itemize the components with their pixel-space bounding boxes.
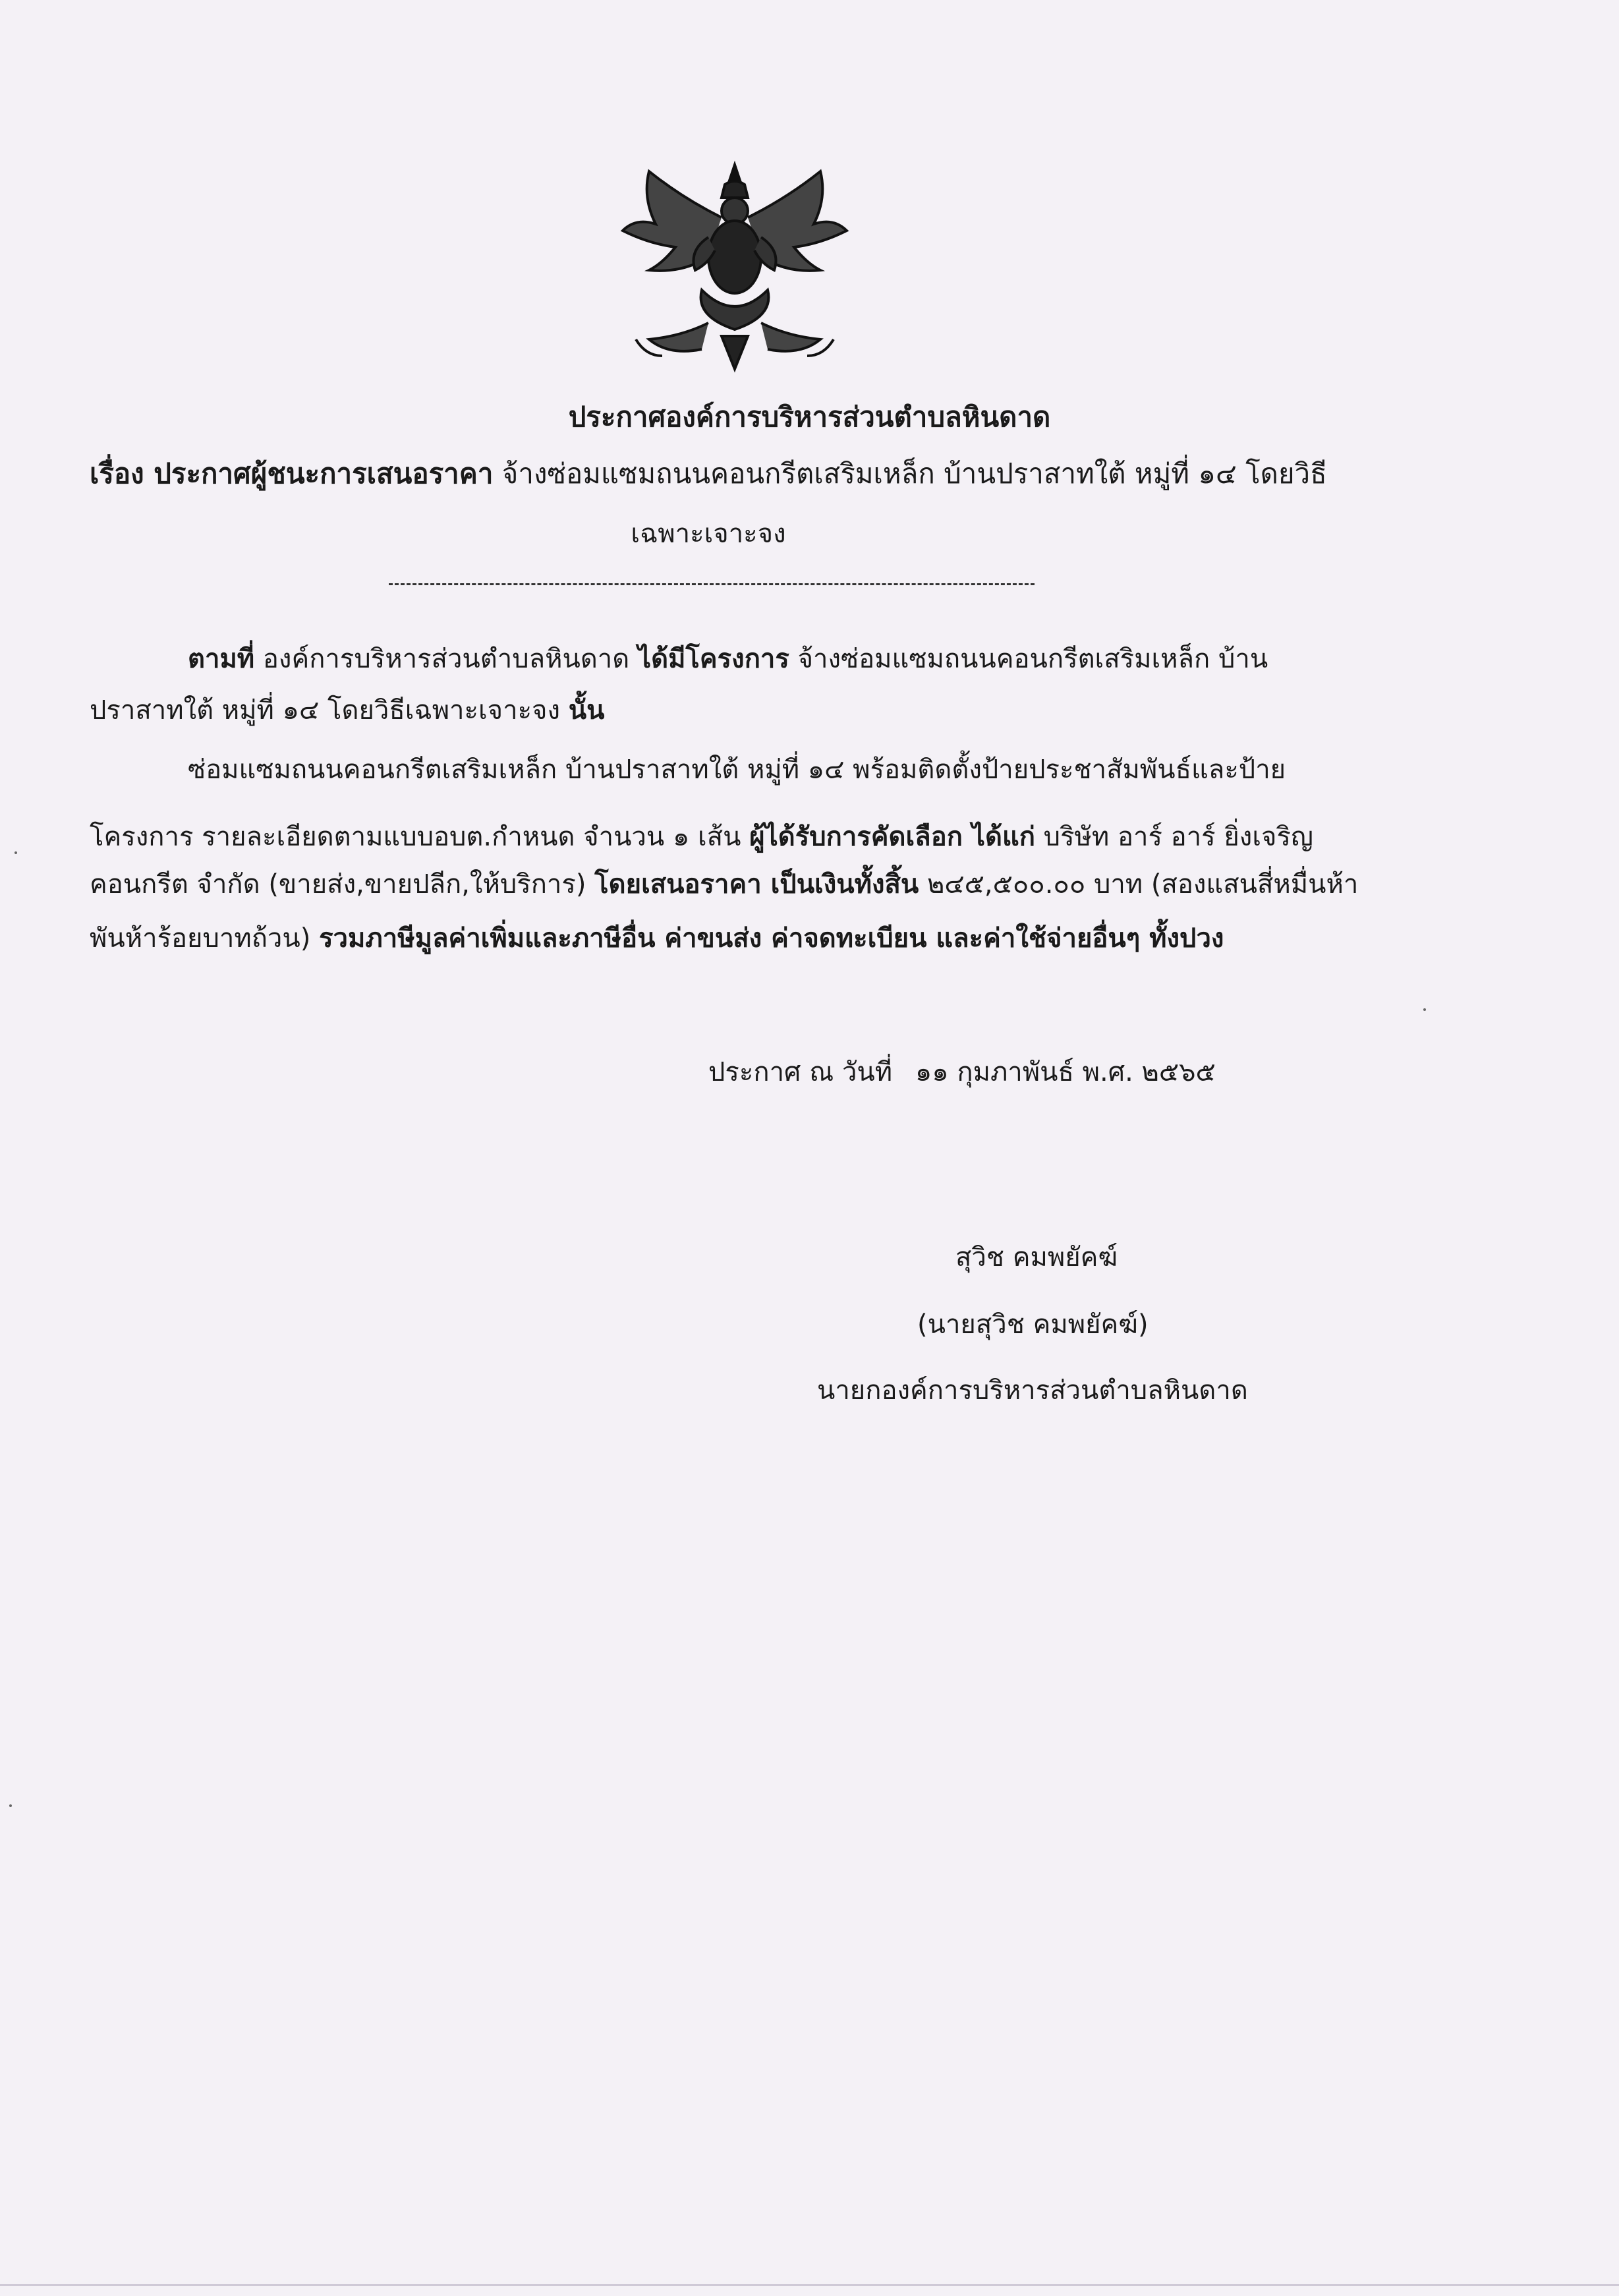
date-value: ๑๑ กุมภาพันธ์ พ.ศ. ๒๕๖๕ bbox=[915, 1057, 1216, 1087]
announcement-title: ประกาศองค์การบริหารส่วนตำบลหินดาด bbox=[568, 401, 1051, 433]
paragraph2-inclusions: รวมภาษีมูลค่าเพิ่มและภาษีอื่น ค่าขนส่ง ค่าจดทะเบียน และค่าใช้จ่ายอื่นๆ ทั้งปวง bbox=[319, 923, 1224, 954]
paragraph2-company: บริษัท อาร์ อาร์ ยิ่งเจริญ bbox=[1043, 822, 1314, 852]
paragraph2-selected-label: ผู้ได้รับการคัดเลือก ได้แก่ bbox=[749, 822, 1035, 852]
paragraph2-company-cont: คอนกรีต จำกัด (ขายส่ง,ขายปลีก,ให้บริการ) bbox=[90, 869, 586, 900]
garuda-emblem-icon bbox=[610, 158, 860, 376]
scan-speck bbox=[1423, 1008, 1426, 1011]
page-bottom-edge bbox=[0, 2284, 1619, 2286]
paragraph2-detail: โครงการ รายละเอียดตามแบบอบต.กำหนด จำนวน ๑ เส้น bbox=[90, 822, 741, 852]
paragraph1-end: นั้น bbox=[568, 695, 605, 726]
scan-speck bbox=[14, 851, 17, 854]
paragraph1-line1 bbox=[188, 646, 1268, 672]
paragraph1-has-project: ได้มีโครงการ bbox=[637, 644, 789, 674]
paragraph2-price: ๒๔๕,๕๐๐.๐๐ บาท (สองแสนสี่หมื่นห้า bbox=[926, 869, 1359, 900]
signature-name: สุวิช คมพยัคฆ์ bbox=[955, 1242, 1118, 1273]
subject-label: เรื่อง ประกาศผู้ชนะการเสนอราคา bbox=[90, 457, 494, 490]
paragraph1-line2 bbox=[90, 697, 604, 724]
paragraph2-line3 bbox=[90, 871, 1358, 898]
paragraph1-project: จ้างซ่อมแซมถนนคอนกรีตเสริมเหล็ก บ้าน bbox=[797, 644, 1268, 674]
signature-position: นายกองค์การบริหารส่วนตำบลหินดาด bbox=[817, 1375, 1248, 1406]
paragraph2-line4 bbox=[90, 925, 1224, 952]
announcement-date bbox=[708, 1059, 1216, 1085]
date-label: ประกาศ ณ วันที่ bbox=[708, 1057, 893, 1087]
scan-speck bbox=[9, 1804, 12, 1807]
subject-text: จ้างซ่อมแซมถนนคอนกรีตเสริมเหล็ก บ้านปราสาทใต้ หมู่ที่ ๑๔ โดยวิธี bbox=[501, 457, 1327, 490]
subject-line-1 bbox=[90, 457, 1327, 490]
paragraph2-price-words: พันห้าร้อยบาทถ้วน) bbox=[90, 923, 311, 954]
paragraph2-line2 bbox=[90, 824, 1313, 850]
signature-full-name: (นายสุวิช คมพยัคฆ์) bbox=[917, 1309, 1149, 1340]
subject-line-2: เฉพาะเจาะจง bbox=[631, 519, 786, 549]
paragraph2-line1: ซ่อมแซมถนนคอนกรีตเสริมเหล็ก บ้านปราสาทใต้ หมู่ที่ ๑๔ พร้อมติดตั้งป้ายประชาสัมพันธ์และป้าย bbox=[188, 755, 1286, 785]
paragraph1-org: องค์การบริหารส่วนตำบลหินดาด bbox=[262, 644, 630, 674]
paragraph1-lead: ตามที่ bbox=[188, 644, 255, 674]
divider bbox=[389, 583, 1035, 585]
paragraph2-price-label: โดยเสนอราคา เป็นเงินทั้งสิ้น bbox=[594, 869, 919, 900]
paragraph1-project-cont: ปราสาทใต้ หมู่ที่ ๑๔ โดยวิธีเฉพาะเจาะจง bbox=[90, 695, 561, 726]
